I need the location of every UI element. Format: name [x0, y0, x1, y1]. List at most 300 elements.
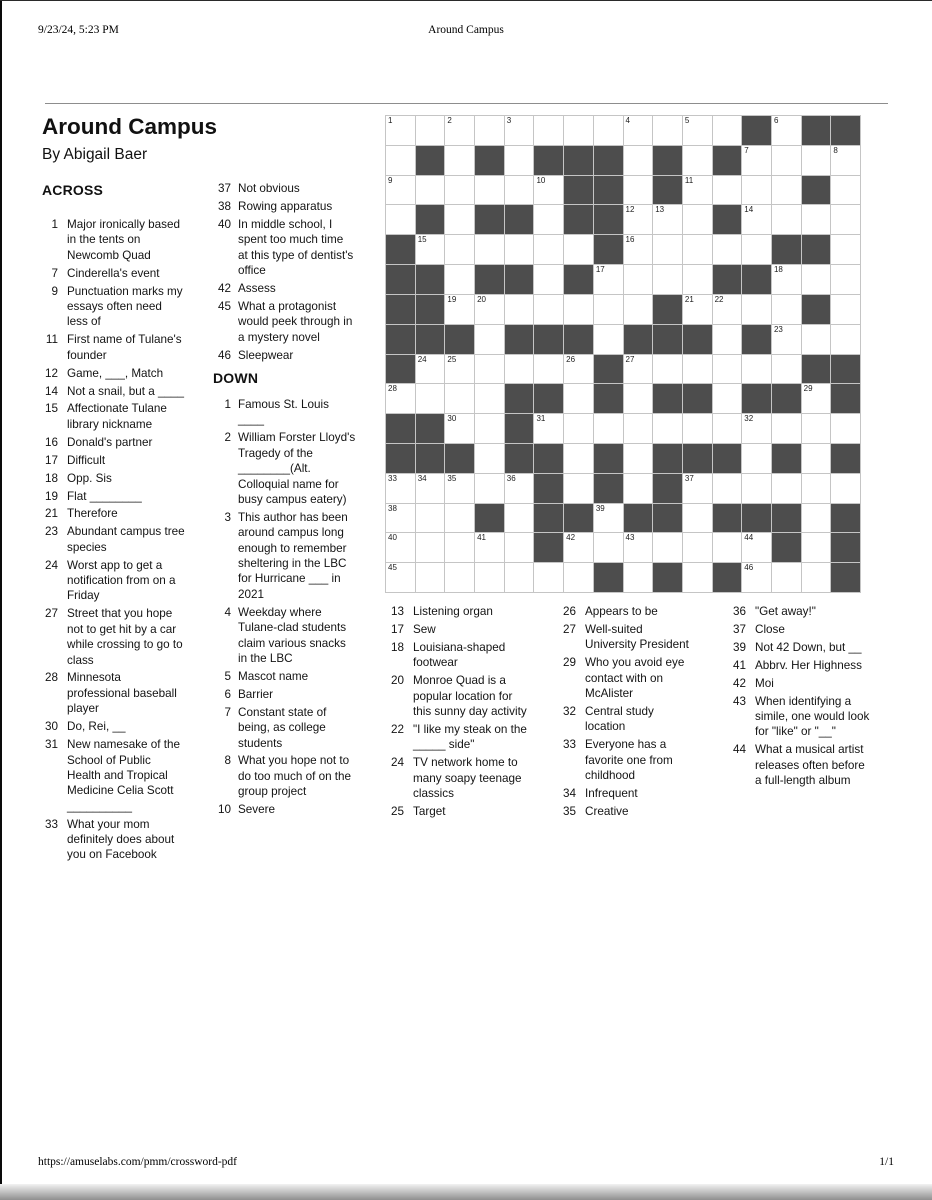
grid-cell-black — [742, 325, 771, 354]
grid-cell-white — [653, 355, 682, 384]
grid-cell-white — [534, 235, 563, 264]
grid-cell-black — [416, 146, 445, 175]
grid-cell-white — [386, 205, 415, 234]
clue-text: In middle school, I spent too much time at this type of dentist's office — [238, 217, 354, 278]
grid-cell-black — [416, 265, 445, 294]
grid-cell-white — [683, 116, 712, 145]
clue-number: 27 — [562, 622, 576, 636]
clue-item — [556, 804, 700, 819]
grid-cell-black — [564, 176, 593, 205]
grid-cell-white — [594, 325, 623, 354]
grid-cell-white — [624, 533, 653, 562]
grid-cell-white — [564, 355, 593, 384]
grid-cell-number: 6 — [773, 116, 779, 125]
clue-number: 35 — [562, 804, 576, 818]
grid-cell-white — [831, 295, 860, 324]
grid-cell-white — [416, 355, 445, 384]
clue-number: 25 — [390, 804, 404, 818]
clue-item — [38, 506, 188, 521]
grid-cell-white — [653, 116, 682, 145]
grid-cell-black — [683, 444, 712, 473]
clue-text: Famous St. Louis ____ — [238, 397, 329, 427]
clue-text: Major ironically based in the tents on Newcomb Quad — [67, 218, 181, 262]
clue-number: 29 — [562, 656, 576, 670]
grid-cell-white — [742, 563, 771, 592]
grid-cell-black — [831, 444, 860, 473]
grid-cell-black — [831, 355, 860, 384]
grid-cell-black — [713, 444, 742, 473]
grid-cell-black — [742, 384, 771, 413]
clue-text: Sew — [413, 622, 436, 636]
clue-text: Donald's partner — [67, 435, 153, 449]
grid-cell-black — [653, 504, 682, 533]
clue-number: 3 — [224, 510, 231, 524]
grid-cell-white — [713, 176, 742, 205]
clue-number: 19 — [44, 489, 58, 503]
grid-cell-black — [653, 474, 682, 503]
grid-cell-white — [683, 563, 712, 592]
grid-cell-number: 33 — [388, 473, 397, 483]
grid-cell-black — [594, 146, 623, 175]
grid-cell-white — [416, 563, 445, 592]
clue-number: 46 — [217, 348, 231, 362]
grid-cell-black — [653, 325, 682, 354]
grid-cell-white — [683, 533, 712, 562]
grid-cell-white — [445, 235, 474, 264]
grid-cell-white — [683, 295, 712, 324]
clue-item — [38, 489, 188, 504]
grid-cell-number: 28 — [388, 384, 397, 394]
clue-text: Well-suited University President — [585, 622, 689, 652]
grid-cell-white — [505, 116, 534, 145]
grid-cell-white — [505, 474, 534, 503]
clue-number: 10 — [217, 803, 231, 817]
grid-cell-white — [772, 355, 801, 384]
grid-cell-white — [653, 205, 682, 234]
grid-cell-black — [534, 146, 563, 175]
grid-cell-white — [683, 235, 712, 264]
clue-text: When identifying a simile, one would look for "like" or "__" — [755, 694, 870, 739]
grid-cell-number: 8 — [833, 145, 838, 155]
grid-cell-number: 23 — [773, 324, 783, 334]
grid-cell-black — [772, 235, 801, 264]
grid-cell-white — [475, 176, 504, 205]
grid-cell-black — [802, 295, 831, 324]
clue-item — [209, 397, 359, 428]
clue-number: 16 — [44, 435, 58, 449]
grid-cell-black — [594, 205, 623, 234]
clue-number: 17 — [390, 622, 404, 636]
grid-cell-black — [445, 444, 474, 473]
grid-cell-black — [802, 176, 831, 205]
clue-number: 8 — [224, 754, 231, 768]
clue-item — [726, 742, 874, 788]
clue-item — [38, 284, 188, 330]
grid-cell-black — [505, 444, 534, 473]
grid-cell-black — [475, 146, 504, 175]
window-left-edge — [0, 0, 2, 1200]
grid-cell-black — [772, 533, 801, 562]
grid-cell-white — [594, 295, 623, 324]
clue-text: Who you avoid eye contact with on McAlister — [585, 656, 685, 701]
grid-cell-number: 39 — [595, 503, 605, 513]
clue-number: 45 — [217, 299, 231, 313]
clue-item — [38, 606, 188, 668]
header-divider — [45, 103, 888, 104]
clue-item — [209, 281, 359, 296]
grid-cell-white — [445, 116, 474, 145]
clue-number: 14 — [44, 384, 58, 398]
grid-cell-white — [742, 474, 771, 503]
grid-cell-white — [742, 146, 771, 175]
clue-text: First name of Tulane's founder — [67, 333, 182, 362]
grid-cell-black — [713, 504, 742, 533]
grid-cell-white — [742, 176, 771, 205]
grid-cell-black — [772, 384, 801, 413]
print-doc-title: Around Campus — [428, 24, 504, 36]
grid-cell-black — [742, 265, 771, 294]
grid-cell-white — [445, 265, 474, 294]
clue-item — [556, 604, 700, 619]
grid-cell-black — [594, 384, 623, 413]
grid-cell-white — [445, 474, 474, 503]
clue-number: 18 — [390, 640, 404, 654]
grid-cell-white — [564, 384, 593, 413]
grid-cell-white — [564, 235, 593, 264]
grid-cell-white — [802, 563, 831, 592]
clue-number: 32 — [562, 704, 576, 718]
clue-item — [38, 737, 188, 814]
grid-cell-number: 9 — [388, 175, 393, 185]
grid-cell-number: 42 — [566, 533, 576, 543]
grid-cell-white — [534, 265, 563, 294]
grid-cell-white — [505, 355, 534, 384]
clue-text: Rowing apparatus — [238, 199, 333, 213]
grid-cell-white — [475, 384, 504, 413]
clue-text: Abundant campus tree species — [67, 525, 185, 554]
grid-cell-white — [564, 295, 593, 324]
grid-cell-black — [594, 563, 623, 592]
grid-cell-black — [594, 355, 623, 384]
grid-cell-number: 37 — [684, 473, 694, 483]
clue-number: 7 — [224, 705, 231, 719]
clue-text: Difficult — [67, 453, 106, 467]
grid-cell-number: 36 — [506, 473, 516, 483]
clue-item — [38, 817, 188, 863]
grid-cell-white — [445, 355, 474, 384]
grid-cell-black — [802, 235, 831, 264]
clue-item — [38, 401, 188, 432]
grid-cell-white — [802, 265, 831, 294]
grid-cell-white — [713, 355, 742, 384]
grid-cell-black — [386, 414, 415, 443]
clue-item — [556, 622, 700, 653]
grid-cell-black — [831, 384, 860, 413]
across-clues-column-2 — [209, 181, 359, 363]
grid-cell-white — [475, 563, 504, 592]
clue-item — [38, 384, 188, 399]
grid-cell-white — [742, 414, 771, 443]
grid-cell-black — [445, 325, 474, 354]
clue-text: Barrier — [238, 687, 274, 701]
grid-cell-white — [475, 235, 504, 264]
clue-text: What your mom definitely does about you on Facebook — [67, 817, 175, 862]
grid-cell-white — [831, 205, 860, 234]
clue-text: Not 42 Down, but __ — [755, 640, 862, 654]
grid-cell-white — [683, 265, 712, 294]
grid-cell-black — [534, 444, 563, 473]
grid-cell-black — [505, 384, 534, 413]
grid-cell-white — [505, 295, 534, 324]
grid-cell-white — [624, 265, 653, 294]
clue-item — [556, 655, 700, 701]
grid-cell-white — [802, 533, 831, 562]
grid-cell-black — [772, 504, 801, 533]
clue-text: What a musical artist releases often before a full-length album — [755, 743, 865, 788]
clue-text: Affectionate Tulane library nickname — [67, 402, 167, 431]
clue-text: Sleepwear — [238, 348, 294, 362]
clue-text: "Get away!" — [755, 605, 816, 618]
clue-item — [38, 266, 188, 281]
grid-cell-white — [445, 563, 474, 592]
grid-cell-black — [742, 504, 771, 533]
grid-cell-white — [624, 414, 653, 443]
grid-cell-white — [445, 533, 474, 562]
clue-number: 7 — [51, 266, 58, 280]
grid-cell-black — [831, 533, 860, 562]
clue-item — [384, 722, 536, 753]
clue-item — [556, 704, 700, 735]
grid-cell-number: 31 — [536, 414, 546, 424]
grid-cell-white — [534, 176, 563, 205]
clue-text: Worst app to get a notification from on a Friday — [67, 558, 176, 603]
grid-cell-white — [772, 325, 801, 354]
grid-cell-black — [683, 384, 712, 413]
clue-number: 12 — [44, 366, 58, 380]
grid-cell-white — [564, 414, 593, 443]
grid-cell-black — [802, 355, 831, 384]
grid-cell-number: 35 — [447, 473, 457, 483]
grid-cell-black — [831, 116, 860, 145]
grid-cell-number: 27 — [625, 354, 635, 364]
grid-cell-white — [445, 295, 474, 324]
grid-cell-white — [772, 116, 801, 145]
clue-item — [38, 217, 188, 263]
grid-cell-number: 22 — [714, 294, 724, 304]
grid-cell-white — [505, 563, 534, 592]
window-top-edge — [0, 0, 932, 1]
grid-cell-white — [505, 504, 534, 533]
clue-item — [384, 804, 536, 819]
clue-number: 18 — [44, 471, 58, 485]
grid-cell-black — [386, 235, 415, 264]
grid-cell-number: 14 — [744, 205, 754, 215]
clue-item — [209, 802, 359, 817]
clue-item — [209, 217, 359, 279]
grid-cell-white — [594, 116, 623, 145]
clue-text: Moi — [755, 676, 774, 690]
grid-cell-number: 44 — [744, 533, 754, 543]
grid-cell-white — [802, 414, 831, 443]
clue-item — [209, 430, 359, 507]
clue-number: 17 — [44, 453, 58, 467]
grid-cell-number: 10 — [536, 175, 546, 185]
grid-cell-white — [742, 533, 771, 562]
clue-text: Not a snail, but a ____ — [67, 384, 184, 398]
clue-number: 23 — [44, 525, 58, 539]
grid-cell-black — [534, 504, 563, 533]
grid-cell-white — [772, 474, 801, 503]
source-url: https://amuselabs.com/pmm/crossword-pdf — [38, 1156, 237, 1168]
clue-number: 26 — [562, 605, 576, 618]
grid-cell-white — [653, 265, 682, 294]
grid-cell-number: 45 — [388, 563, 397, 573]
grid-cell-white — [713, 235, 742, 264]
grid-cell-number: 38 — [388, 503, 397, 513]
clue-text: Weekday where Tulane-clad students claim various snacks in the LBC — [238, 605, 347, 665]
grid-cell-white — [534, 205, 563, 234]
clue-number: 36 — [732, 605, 746, 618]
clue-item — [384, 604, 536, 619]
clue-item — [209, 510, 359, 602]
grid-cell-white — [772, 265, 801, 294]
clue-text: Abbrv. Her Highness — [755, 658, 862, 672]
grid-cell-white — [683, 504, 712, 533]
grid-cell-number: 16 — [625, 235, 635, 245]
grid-cell-black — [386, 355, 415, 384]
clue-item — [38, 366, 188, 381]
grid-cell-white — [564, 533, 593, 562]
clue-number: 43 — [732, 694, 746, 708]
clue-text: Central study location — [585, 704, 654, 734]
clue-item — [384, 673, 536, 719]
grid-cell-white — [742, 355, 771, 384]
grid-cell-black — [416, 444, 445, 473]
clue-text: Punctuation marks my essays often need less of — [67, 284, 183, 329]
clue-text: Everyone has a favorite one from childhood — [585, 738, 673, 783]
clue-number: 5 — [224, 669, 231, 683]
grid-cell-white — [445, 384, 474, 413]
grid-cell-white — [713, 384, 742, 413]
grid-cell-black — [594, 235, 623, 264]
grid-cell-white — [564, 116, 593, 145]
clue-text: Mascot name — [238, 669, 309, 683]
grid-cell-black — [386, 444, 415, 473]
grid-cell-white — [445, 176, 474, 205]
grid-cell-white — [386, 533, 415, 562]
grid-cell-white — [624, 355, 653, 384]
clue-item — [384, 622, 536, 637]
grid-cell-number: 3 — [506, 116, 512, 125]
grid-cell-white — [416, 384, 445, 413]
grid-cell-number: 17 — [595, 265, 605, 275]
clue-text: Infrequent — [585, 786, 638, 800]
clue-number: 6 — [224, 687, 231, 701]
grid-cell-white — [624, 235, 653, 264]
across-heading: ACROSS — [42, 182, 104, 198]
clues-column-2 — [209, 181, 359, 820]
clue-item — [38, 558, 188, 604]
grid-cell-black — [475, 205, 504, 234]
grid-cell-number: 2 — [447, 116, 452, 125]
grid-cell-number: 4 — [625, 116, 630, 125]
grid-cell-white — [802, 325, 831, 354]
print-datetime: 9/23/24, 5:23 PM — [38, 24, 119, 36]
grid-cell-white — [802, 205, 831, 234]
grid-cell-black — [534, 474, 563, 503]
clue-number: 33 — [44, 817, 58, 831]
grid-cell-black — [683, 325, 712, 354]
grid-cell-number: 24 — [417, 354, 427, 364]
clue-text: Do, Rei, __ — [67, 720, 126, 734]
grid-cell-number: 19 — [447, 294, 457, 304]
grid-cell-white — [475, 325, 504, 354]
clue-text: Opp. Sis — [67, 471, 112, 485]
grid-cell-white — [445, 205, 474, 234]
grid-cell-number: 25 — [447, 354, 457, 364]
grid-cell-black — [713, 146, 742, 175]
grid-cell-white — [831, 146, 860, 175]
grid-cell-white — [653, 533, 682, 562]
grid-cell-white — [683, 414, 712, 443]
clue-item — [209, 669, 359, 684]
clue-text: Street that you hope not to get hit by a car while crossing to go to class — [67, 607, 183, 667]
clue-item — [38, 471, 188, 486]
clue-number: 20 — [390, 674, 404, 688]
clue-number: 42 — [732, 676, 746, 690]
grid-cell-white — [475, 116, 504, 145]
clue-text: Severe — [238, 803, 276, 817]
grid-cell-white — [713, 414, 742, 443]
grid-cell-black — [742, 116, 771, 145]
grid-cell-number: 32 — [744, 414, 754, 424]
grid-cell-white — [742, 205, 771, 234]
grid-cell-white — [624, 116, 653, 145]
grid-cell-white — [445, 414, 474, 443]
grid-cell-white — [624, 384, 653, 413]
grid-cell-black — [505, 205, 534, 234]
grid-cell-number: 15 — [417, 235, 427, 245]
clue-number: 28 — [44, 671, 58, 685]
down-clues-column-1 — [209, 397, 359, 818]
clue-text: Creative — [585, 804, 629, 818]
page-bottom-shadow — [0, 1184, 932, 1200]
grid-cell-white — [534, 414, 563, 443]
clue-item — [38, 524, 188, 555]
grid-cell-white — [416, 504, 445, 533]
grid-cell-white — [505, 235, 534, 264]
clue-number: 21 — [44, 507, 58, 521]
grid-cell-black — [653, 295, 682, 324]
grid-cell-number: 40 — [388, 533, 397, 543]
clue-number: 40 — [217, 217, 231, 231]
grid-cell-number: 46 — [744, 563, 754, 573]
clue-text: This author has been around campus long enough to remember sheltering in the LBC for Hurricane ___ in 2021 — [238, 510, 348, 601]
clue-item — [209, 299, 359, 345]
clue-number: 15 — [44, 402, 58, 416]
grid-cell-number: 34 — [417, 473, 427, 483]
grid-cell-white — [653, 235, 682, 264]
clue-item — [38, 719, 188, 734]
clue-number: 31 — [44, 738, 58, 752]
grid-cell-white — [564, 474, 593, 503]
clue-item — [209, 687, 359, 702]
grid-cell-black — [416, 205, 445, 234]
grid-cell-black — [831, 563, 860, 592]
clue-item — [209, 753, 359, 799]
grid-cell-white — [475, 533, 504, 562]
clue-text: "I like my steak on the _____ side" — [413, 722, 527, 752]
